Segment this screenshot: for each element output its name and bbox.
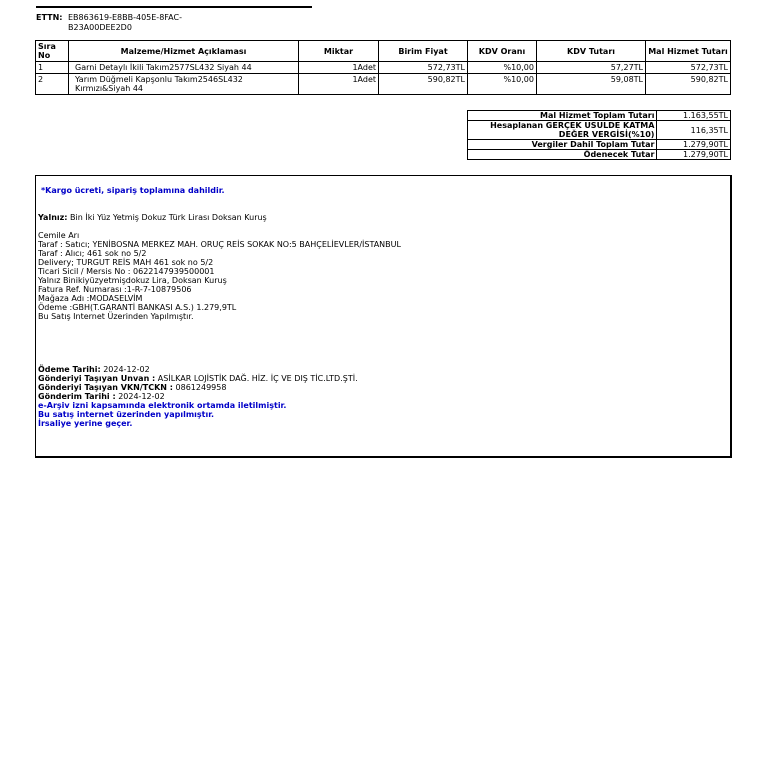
detail-value: 2024-12-02 bbox=[115, 392, 165, 401]
note-line: Taraf : Satıcı; YENİBOSNA MERKEZ MAH. ORUÇ REİS SOKAK NO:5 BAHÇELİEVLER/İSTANBUL bbox=[38, 240, 401, 249]
totals-value: 1.279,90TL bbox=[657, 140, 731, 150]
col-description: Malzeme/Hizmet Açıklaması bbox=[69, 41, 299, 62]
items-header-row bbox=[36, 41, 731, 62]
note-line: Fatura Ref. Numarası :1-R-7-10879506 bbox=[38, 285, 192, 294]
col-unit-price: Birim Fiyat bbox=[379, 41, 468, 62]
cell-vat-rate: %10,00 bbox=[468, 74, 537, 95]
totals-row bbox=[468, 140, 731, 150]
cell-sira-no: 1 bbox=[36, 62, 69, 74]
ettn-block bbox=[36, 13, 182, 32]
totals-value: 1.163,55TL bbox=[657, 111, 731, 121]
carrier-name-line bbox=[38, 374, 358, 383]
note-line: Bu Satış Internet Üzerinden Yapılmıştır. bbox=[38, 312, 194, 321]
cell-line-total: 590,82TL bbox=[646, 74, 731, 95]
footer-note: İrsaliye yerine geçer. bbox=[38, 419, 133, 428]
col-line-total: Mal Hizmet Tutarı bbox=[646, 41, 731, 62]
totals-table bbox=[467, 110, 731, 160]
cell-sira-no: 2 bbox=[36, 74, 69, 95]
totals-value: 1.279,90TL bbox=[657, 150, 731, 160]
cell-quantity: 1Adet bbox=[299, 62, 379, 74]
cell-vat-rate: %10,00 bbox=[468, 62, 537, 74]
detail-value: ASİLKAR LOJİSTİK DAĞ. HİZ. İÇ VE DIŞ TİC.LTD.ŞTİ. bbox=[155, 374, 358, 383]
yalniz-line bbox=[38, 213, 267, 222]
cell-line-total: 572,73TL bbox=[646, 62, 731, 74]
footer-note: Bu satış internet üzerinden yapılmıştır. bbox=[38, 410, 215, 419]
detail-label: Gönderiyi Taşıyan VKN/TCKN : bbox=[38, 383, 173, 392]
cell-quantity: 1Adet bbox=[299, 74, 379, 95]
notes-box bbox=[35, 175, 732, 458]
cell-description: Yarım Düğmeli Kapşonlu Takım2546SL432 Kırmızı&Siyah 44 bbox=[69, 74, 299, 95]
payment-date-line bbox=[38, 365, 150, 374]
detail-label: Ödeme Tarihi: bbox=[38, 365, 101, 374]
note-line: Cemile Arı bbox=[38, 231, 80, 240]
yalniz-value: Bin İki Yüz Yetmiş Dokuz Türk Lirası Doksan Kuruş bbox=[70, 213, 267, 222]
cell-description: Garni Detaylı İkili Takım2577SL432 Siyah 44 bbox=[69, 62, 299, 74]
detail-value: 2024-12-02 bbox=[100, 365, 150, 374]
col-quantity: Miktar bbox=[299, 41, 379, 62]
cell-unit-price: 590,82TL bbox=[379, 74, 468, 95]
detail-label: Gönderim Tarihi : bbox=[38, 392, 116, 401]
table-row bbox=[36, 62, 731, 74]
col-vat-rate: KDV Oranı bbox=[468, 41, 537, 62]
note-line: Mağaza Adı :MODASELVİM bbox=[38, 294, 143, 303]
note-line: Taraf : Alıcı; 461 sok no 5/2 bbox=[38, 249, 147, 258]
yalniz-label: Yalnız: bbox=[38, 213, 68, 222]
detail-value: 0861249958 bbox=[172, 383, 227, 392]
items-table bbox=[35, 40, 731, 95]
totals-label: Ödenecek Tutar bbox=[468, 150, 657, 160]
cell-unit-price: 572,73TL bbox=[379, 62, 468, 74]
note-line: Yalnız Binikiyüzyetmişdokuz Lira, Doksan Kuruş bbox=[38, 276, 227, 285]
footer-note: e-Arşiv izni kapsamında elektronik ortamda iletilmiştir. bbox=[38, 401, 287, 410]
col-vat-amount: KDV Tutarı bbox=[537, 41, 646, 62]
ettn-value: EB863619-E8BB-405E-8FAC-B23A00DEE2D0 bbox=[68, 13, 182, 32]
totals-label: Vergiler Dahil Toplam Tutar bbox=[468, 140, 657, 150]
note-line: Delivery; TURGUT REİS MAH 461 sok no 5/2 bbox=[38, 258, 214, 267]
note-line: Ödeme :GBH(T.GARANTİ BANKASI A.S.) 1.279,9TL bbox=[38, 303, 237, 312]
table-row bbox=[36, 74, 731, 95]
totals-row bbox=[468, 121, 731, 140]
shipment-date-line bbox=[38, 392, 165, 401]
totals-label: Mal Hizmet Toplam Tutarı bbox=[468, 111, 657, 121]
detail-label: Gönderiyi Taşıyan Unvan : bbox=[38, 374, 156, 383]
ettn-label: ETTN: bbox=[36, 13, 63, 22]
col-sira-no: Sıra No bbox=[36, 41, 69, 62]
cargo-note: *Kargo ücreti, sipariş toplamına dahildir. bbox=[41, 186, 225, 195]
totals-label: Hesaplanan GERÇEK USULDE KATMA DEĞER VERGİSİ(%10) bbox=[468, 121, 657, 140]
totals-row bbox=[468, 111, 731, 121]
totals-value: 116,35TL bbox=[657, 121, 731, 140]
note-line: Ticari Sicil / Mersis No : 0622147939500001 bbox=[38, 267, 215, 276]
header-rule bbox=[36, 6, 312, 8]
carrier-vkn-line bbox=[38, 383, 226, 392]
totals-row bbox=[468, 150, 731, 160]
cell-vat-amount: 57,27TL bbox=[537, 62, 646, 74]
cell-vat-amount: 59,08TL bbox=[537, 74, 646, 95]
